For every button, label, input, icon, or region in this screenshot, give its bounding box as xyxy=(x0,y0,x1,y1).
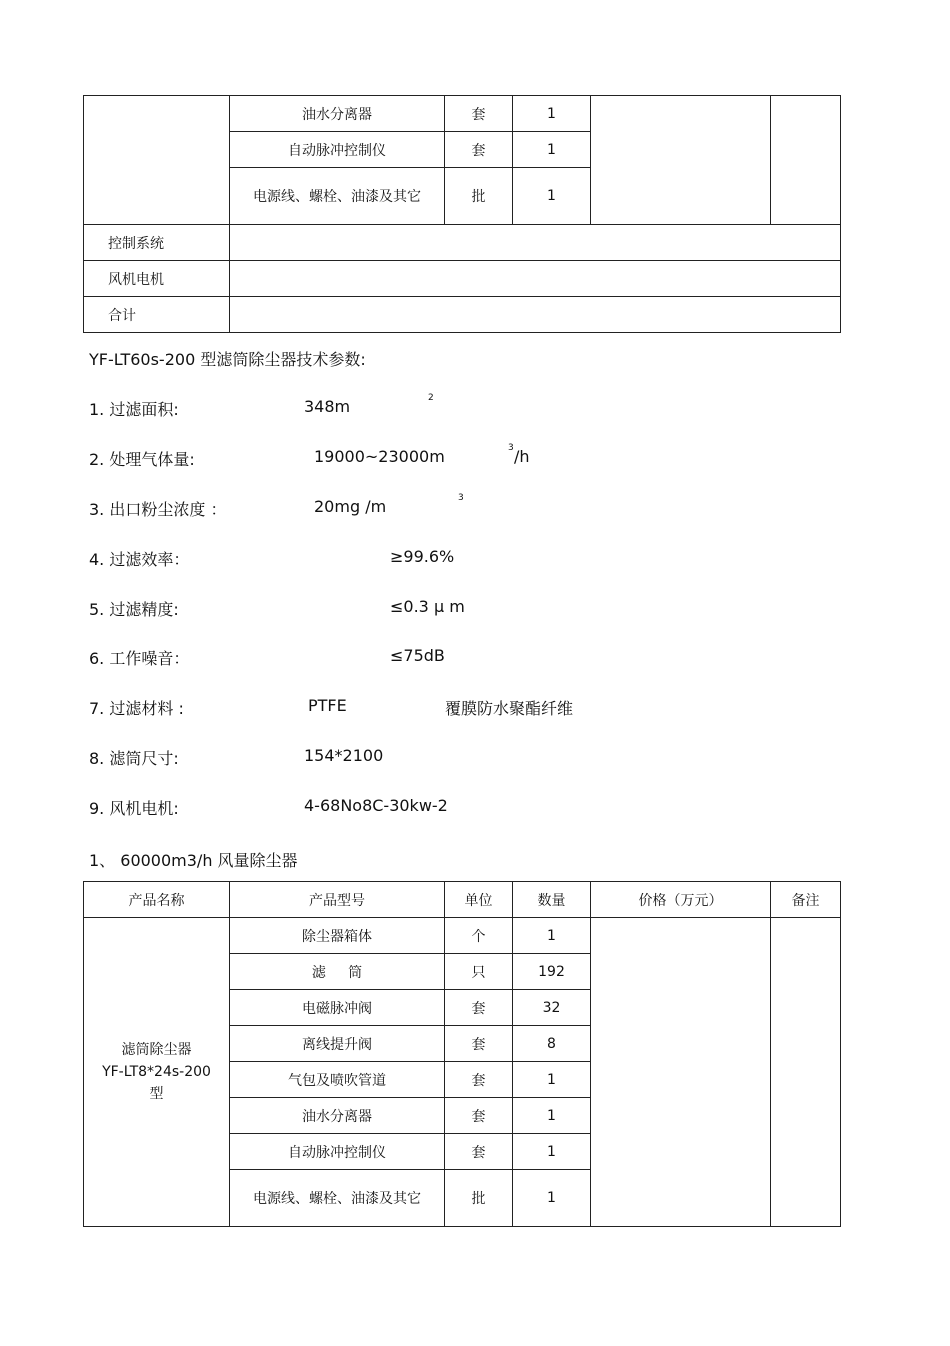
control-system-value xyxy=(230,225,841,261)
spec-value: ≤75dB xyxy=(390,646,445,665)
spec-label: 1. 过滤面积: xyxy=(89,400,179,419)
spec-label: 7. 过滤材料 : xyxy=(89,699,184,718)
spec-label: 3. 出口粉尘浓度 ： xyxy=(89,500,227,519)
spec-title: YF-LT60s-200 型滤筒除尘器技术参数: xyxy=(89,350,366,369)
header-model: 产品型号 xyxy=(230,882,445,918)
model-cell: 滤 筒 xyxy=(230,954,445,990)
qty-cell: 1 xyxy=(513,1134,591,1170)
qty-cell: 1 xyxy=(513,918,591,954)
equipment-table xyxy=(83,881,841,1227)
spec-value: 19000~23000m xyxy=(314,447,445,466)
qty-cell: 192 xyxy=(513,954,591,990)
qty-cell: 1 xyxy=(513,1062,591,1098)
qty-cell: 1 xyxy=(513,96,591,132)
spec-sup: 3 xyxy=(458,493,464,503)
model-cell: 自动脉冲控制仪 xyxy=(230,1134,445,1170)
note-cell xyxy=(771,96,841,225)
unit-cell: 套 xyxy=(445,96,513,132)
spec-sup: 2 xyxy=(428,393,434,403)
spec-value: PTFE xyxy=(308,696,347,715)
fan-motor-label: 风机电机 xyxy=(84,261,230,297)
header-unit: 单位 xyxy=(445,882,513,918)
model-cell: 油水分离器 xyxy=(230,1098,445,1134)
control-system-label: 控制系统 xyxy=(84,225,230,261)
header-price: 价格（万元） xyxy=(591,882,771,918)
model-cell: 除尘器箱体 xyxy=(230,918,445,954)
product-name-cell xyxy=(84,918,230,1227)
header-qty: 数量 xyxy=(513,882,591,918)
spec-label: 2. 处理气体量: xyxy=(89,450,195,469)
model-cell: 自动脉冲控制仪 xyxy=(230,132,445,168)
total-label: 合计 xyxy=(84,297,230,333)
spec-value: 20mg /m xyxy=(314,497,387,516)
fan-motor-value xyxy=(230,261,841,297)
model-cell: 电磁脉冲阀 xyxy=(230,990,445,1026)
unit-cell: 套 xyxy=(445,1098,513,1134)
unit-cell: 套 xyxy=(445,1062,513,1098)
model-cell: 离线提升阀 xyxy=(230,1026,445,1062)
unit-cell: 套 xyxy=(445,132,513,168)
product-name-cell xyxy=(84,96,230,225)
qty-cell: 1 xyxy=(513,168,591,225)
price-cell xyxy=(591,96,771,225)
unit-cell: 批 xyxy=(445,168,513,225)
spec-label: 4. 过滤效率： xyxy=(89,550,190,569)
qty-cell: 32 xyxy=(513,990,591,1026)
unit-cell: 套 xyxy=(445,990,513,1026)
spec-suffix: /h xyxy=(514,447,530,466)
unit-cell: 套 xyxy=(445,1026,513,1062)
spec-value-2: 覆膜防水聚酯纤维 xyxy=(445,699,574,718)
unit-cell: 套 xyxy=(445,1134,513,1170)
unit-cell: 只 xyxy=(445,954,513,990)
model-cell: 气包及喷吹管道 xyxy=(230,1062,445,1098)
qty-cell: 1 xyxy=(513,1170,591,1227)
product-name-line: 滤筒除尘器 xyxy=(121,1042,192,1058)
qty-cell: 1 xyxy=(513,132,591,168)
spec-value: 154*2100 xyxy=(304,746,384,765)
equipment-table-continued xyxy=(83,95,841,333)
spec-value: 348m xyxy=(304,397,351,416)
spec-value: ≥99.6% xyxy=(390,547,455,566)
total-value xyxy=(230,297,841,333)
spec-sup: 3 xyxy=(508,443,514,453)
model-cell: 电源线、螺栓、油漆及其它 xyxy=(230,1170,445,1227)
section-title: 1、 60000m3/h 风量除尘器 xyxy=(89,851,298,870)
qty-cell: 8 xyxy=(513,1026,591,1062)
model-cell: 电源线、螺栓、油漆及其它 xyxy=(230,168,445,225)
spec-label: 5. 过滤精度: xyxy=(89,600,179,619)
spec-label: 8. 滤筒尺寸: xyxy=(89,749,179,768)
note-cell xyxy=(771,918,841,1227)
spec-value: ≤0.3 μ m xyxy=(390,597,465,616)
product-name-line: YF-LT8*24s-200 xyxy=(102,1064,211,1080)
spec-label: 6. 工作噪音： xyxy=(89,649,190,668)
header-note: 备注 xyxy=(771,882,841,918)
spec-value: 4-68No8C-30kw-2 xyxy=(304,796,448,815)
model-cell: 油水分离器 xyxy=(230,96,445,132)
spec-label: 9. 风机电机: xyxy=(89,799,179,818)
qty-cell: 1 xyxy=(513,1098,591,1134)
header-name: 产品名称 xyxy=(84,882,230,918)
price-cell xyxy=(591,918,771,1227)
unit-cell: 批 xyxy=(445,1170,513,1227)
product-name-line: 型 xyxy=(149,1086,164,1102)
unit-cell: 个 xyxy=(445,918,513,954)
